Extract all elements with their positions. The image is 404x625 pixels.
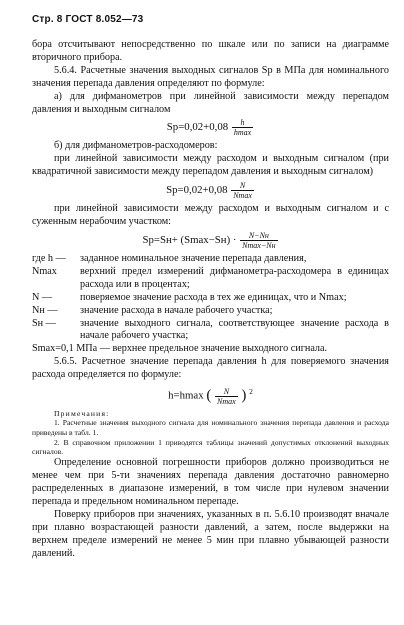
formula-4-exponent: 2 xyxy=(249,387,253,397)
legend-row xyxy=(32,292,389,305)
paragraph-item-b: б) для дифманометров-расходомеров: xyxy=(54,140,218,152)
formula-2 xyxy=(32,181,389,200)
legend-text: верхний предел измерений дифманометра-расходомера в единицах расхода или в процентах; xyxy=(80,265,389,290)
formula-1 xyxy=(32,118,389,137)
document-body xyxy=(32,39,389,560)
formula-4-close-paren: ) xyxy=(241,387,247,404)
paragraph-verification: Поверку приборов при значениях, указанных в п. 5.6.10 производят вначале при плавно возрастающей разности давлений, а затем, после выдержки на верхнем пределе измерений не менее 5 мин при плавно убывающей разности давлений. xyxy=(32,508,389,559)
formula-2-denominator: Nmax xyxy=(233,191,252,201)
note-1: 1. Расчетные значения выходного сигнала для номинального значения перепада давления и расхода приведены в табл. 1. xyxy=(32,418,389,438)
formula-3-denominator: Nmax−Nн xyxy=(242,240,276,250)
paragraph-error-determination: Определение основной погрешности приборов должно производиться не менее чем при 5-ти значениях перепада давления достаточно равномерно распределенных в диапазоне измерений, в том числе при нулевом значении перепада и предельном номинальном перепаде. xyxy=(32,457,389,507)
formula-3-fraction xyxy=(240,231,277,250)
legend-text: значение выходного сигнала, соответствующее значение расхода в начале рабочего участка; xyxy=(80,317,389,342)
formula-1-numerator: h xyxy=(240,118,245,128)
formula-3-lhs: Sр=Sн+ (Smax−Sн) · xyxy=(142,233,237,246)
legend-row xyxy=(32,266,389,292)
paragraph-continuation: бора отсчитывают непосредственно по шкале или по записи на диаграмме вторичного прибора. xyxy=(32,39,389,63)
legend-text: значение расхода в начале рабочего участка; xyxy=(80,304,273,316)
legend-symbol: N — xyxy=(32,291,53,303)
legend-row xyxy=(32,253,389,266)
notes-title: Примечания: xyxy=(54,408,110,418)
legend-symbol: где h — xyxy=(32,252,66,264)
formula-1-fraction xyxy=(232,118,253,137)
paragraph-5-6-4: 5.6.4. Расчетные значения выходных сигналов Sр в МПа для номинального значения перепада давления определяют по формуле: xyxy=(32,64,389,89)
formula-4 xyxy=(32,384,389,406)
formula-1-denominator: hmax xyxy=(233,128,252,138)
legend-row xyxy=(32,305,389,318)
legend-symbol: Nmax xyxy=(32,265,57,277)
smax-definition: Smax=0,1 МПа — верхнее предельное значение выходного сигнала. xyxy=(32,343,328,355)
legend-row xyxy=(32,318,389,344)
formula-4-fraction xyxy=(215,387,238,406)
symbol-legend xyxy=(32,253,389,343)
legend-text: поверяемое значение расхода в тех же единицах, что и Nmax; xyxy=(80,291,347,303)
formula-2-numerator: N xyxy=(239,181,246,191)
formula-3 xyxy=(32,231,389,250)
formula-1-lhs: Sр=0,02+0,08 xyxy=(166,121,229,134)
formula-2-lhs: Sр=0,02+0,08 xyxy=(166,184,228,197)
paragraph-5-6-5: 5.6.5. Расчетное значение перепада давления h для поверяемого значения расхода определяется по формуле: xyxy=(32,356,389,381)
formula-4-denominator: Nmax xyxy=(217,396,236,406)
page-header: Стр. 8 ГОСТ 8.052—73 xyxy=(32,14,144,25)
formula-3-numerator: N−Nн xyxy=(248,230,269,240)
paragraph-item-a: а) для дифманометров при линейной зависимости между перепадом давления и выходным сигналом xyxy=(32,90,389,115)
legend-text: заданное номинальное значение перепада давления, xyxy=(80,252,307,264)
legend-symbol: Sн — xyxy=(32,317,56,329)
note-2: 2. В справочном приложении 1 приводятся таблицы значений допустимых отклонений выходных сигналов. xyxy=(32,437,389,457)
legend-symbol: Nн — xyxy=(32,304,58,316)
formula-2-fraction xyxy=(231,181,254,200)
paragraph-narrowed-section: при линейной зависимости между расходом и выходным сигналом и с суженным нерабочим участком: xyxy=(32,203,389,228)
paragraph-linear-dependence: при линейной зависимости между расходом и выходным сигналом (при квадратичной зависимости между перепадом давления и выходным сигналом) xyxy=(32,153,389,178)
formula-4-open-paren: ( xyxy=(206,387,212,404)
formula-4-numerator: N xyxy=(223,386,230,396)
formula-4-lhs: h=hmax xyxy=(168,389,204,402)
